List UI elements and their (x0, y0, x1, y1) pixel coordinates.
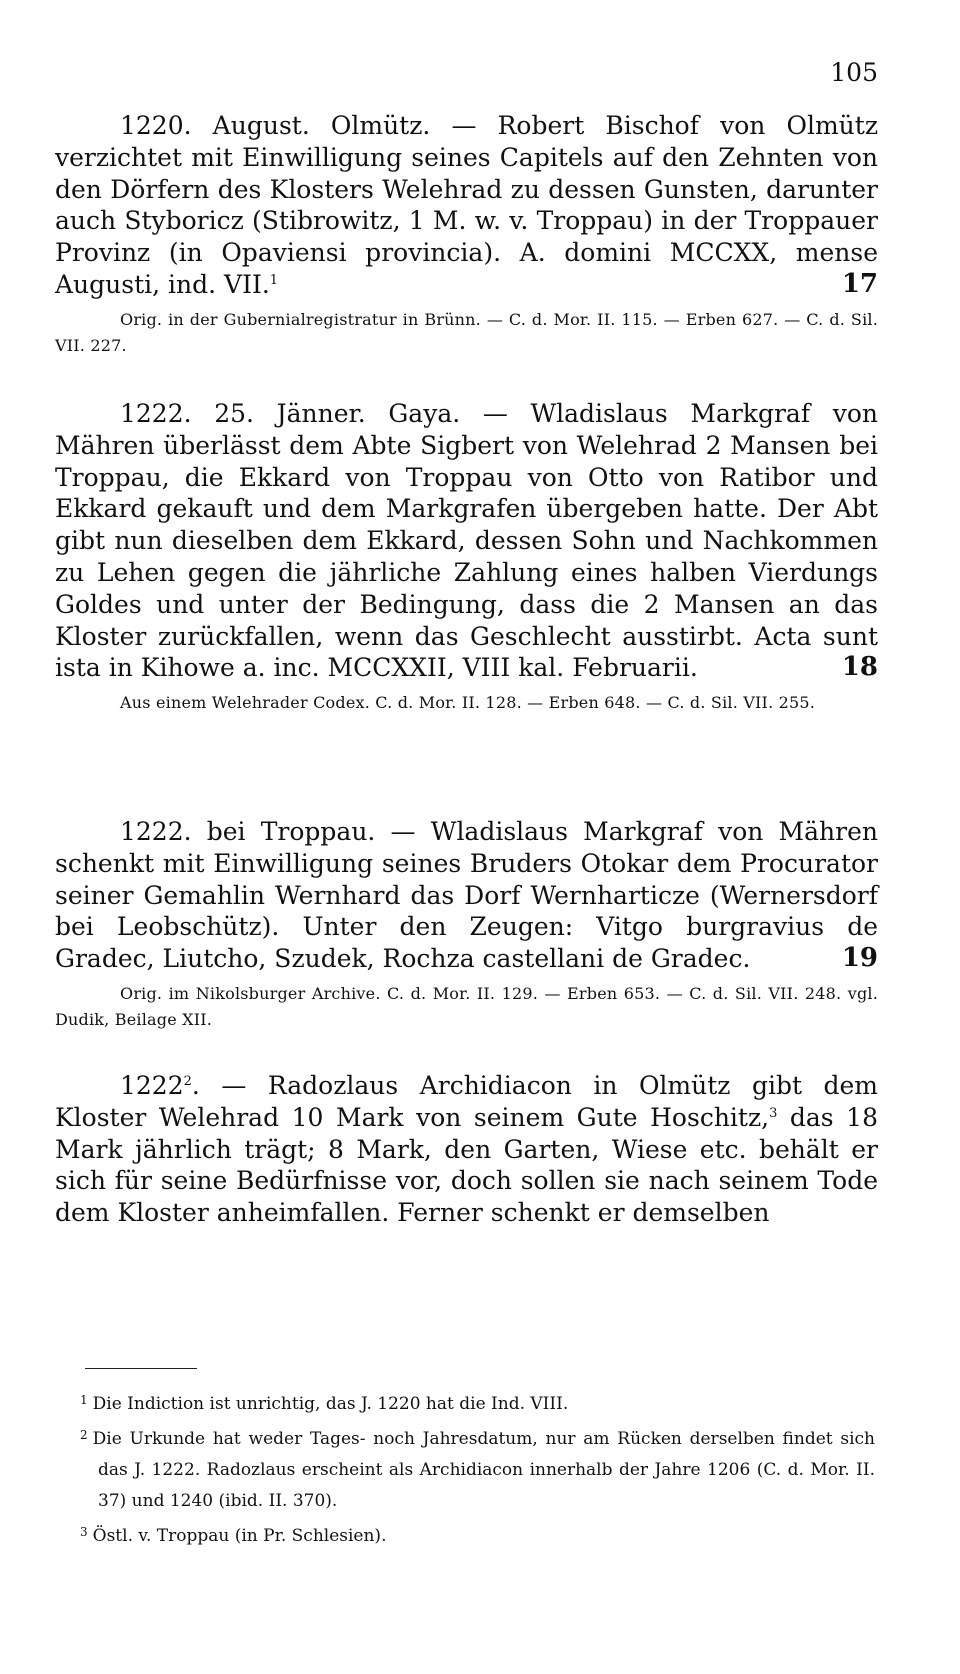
entry-source: Orig. in der Gubernialregistratur in Brünn. — C. d. Mor. II. 115. — Erben 627. — C. d. Sil. VII. 227. (55, 309, 878, 355)
footnote-text: Die Urkunde hat weder Tages- noch Jahresdatum, nur am Rücken derselben findet sich das J. 1222. Radozlaus erscheint als Archidiacon innerhalb der Jahre 1206 (C. d. Mor. II. 37) und 1240 (ibid. II. 370). (92, 1429, 875, 1511)
entry-source: Orig. im Nikolsburger Archive. C. d. Mor. II. 129. — Erben 653. — C. d. Sil. VII. 248. vgl. Dudik, Beilage XII. (55, 983, 878, 1029)
footnote-3 (80, 1517, 875, 1552)
document-number: 19 (841, 943, 878, 974)
footnote-text: Östl. v. Troppau (in Pr. Schlesien). (92, 1526, 387, 1546)
footnote-2 (80, 1420, 875, 1517)
footnote-1 (80, 1385, 875, 1420)
entry-17 (55, 110, 878, 359)
footnote-divider (85, 1368, 197, 1369)
entry-text-continued: das 18 Mark jährlich trägt; 8 Mark, den Garten, Wiese etc. behält er sich für seine Bedürfnisse vor, doch sollen sie nach seinem Tode dem Kloster anheimfallen. Ferner schenkt er demselben (55, 1102, 878, 1228)
entry-text: 1222. 25. Jänner. Gaya. — Wladislaus Markgraf von Mähren überlässt dem Abte Sigbert von Welehrad 2 Mansen bei Troppau, die Ekkard von Troppau von Otto von Ratibor und Ekkard gekauft und dem Markgrafen übergeben hatte. Der Abt gibt nun dieselben dem Ekkard, dessen Sohn und Nachkommen zu Lehen gegen die jährliche Zahlung eines halben Vierdungs Goldes und unter der Bedingung, dass die 2 Mansen an das Kloster zurückfallen, wenn das Geschlecht ausstirbt. Acta sunt ista in Kihowe a. inc. MCCXXII, VIII kal. Februarii. (55, 399, 878, 683)
document-number: 17 (841, 268, 878, 299)
page-number: 105 (830, 58, 878, 87)
footnote-ref: 2 (183, 1074, 192, 1089)
entry-year: 1222 (120, 1071, 184, 1100)
entry-20 (55, 1070, 878, 1229)
entry-19 (55, 816, 878, 1033)
footnote-text: Die Indiction ist unrichtig, das J. 1220 hat die Ind. VIII. (92, 1394, 569, 1414)
entry-18 (55, 398, 878, 716)
footnotes (80, 1385, 875, 1552)
entry-body (55, 110, 878, 301)
entry-body (55, 816, 878, 975)
footnote-mark: 1 (80, 1393, 88, 1407)
entry-body (55, 398, 878, 684)
footnote-ref: 1 (269, 272, 279, 288)
footnote-mark: 2 (80, 1428, 88, 1442)
footnote-ref: 3 (769, 1105, 778, 1121)
document-number: 18 (841, 652, 878, 683)
entry-text: 1220. August. Olmütz. — Robert Bischof von Olmütz verzichtet mit Einwilligung seines Capitels auf den Zehnten von den Dörfern des Klosters Welehrad zu dessen Gunsten, darunter auch Styboricz (Stibrowitz, 1 M. w. v. Troppau) in der Troppauer Provinz (in Opaviensi provincia). A. domini MCCXX, mense Augusti, ind. VII. (55, 111, 878, 299)
entry-text: 1222. bei Troppau. — Wladislaus Markgraf von Mähren schenkt mit Einwilligung seines Bruders Otokar dem Procurator seiner Gemahlin Wernhard das Dorf Wernharticze (Wernersdorf bei Leobschütz). Unter den Zeugen: Vitgo burgravius de Gradec, Liutcho, Szudek, Rochza castellani de Gradec. (55, 817, 878, 974)
footnote-mark: 3 (80, 1525, 88, 1539)
entry-body (55, 1070, 878, 1229)
entry-source: Aus einem Welehrader Codex. C. d. Mor. II. 128. — Erben 648. — C. d. Sil. VII. 255. (120, 693, 816, 713)
entry-text: . — Radozlaus Archidiacon in Olmütz gibt dem Kloster Welehrad 10 Mark von seinem Gute Hoschitz, (55, 1071, 878, 1132)
